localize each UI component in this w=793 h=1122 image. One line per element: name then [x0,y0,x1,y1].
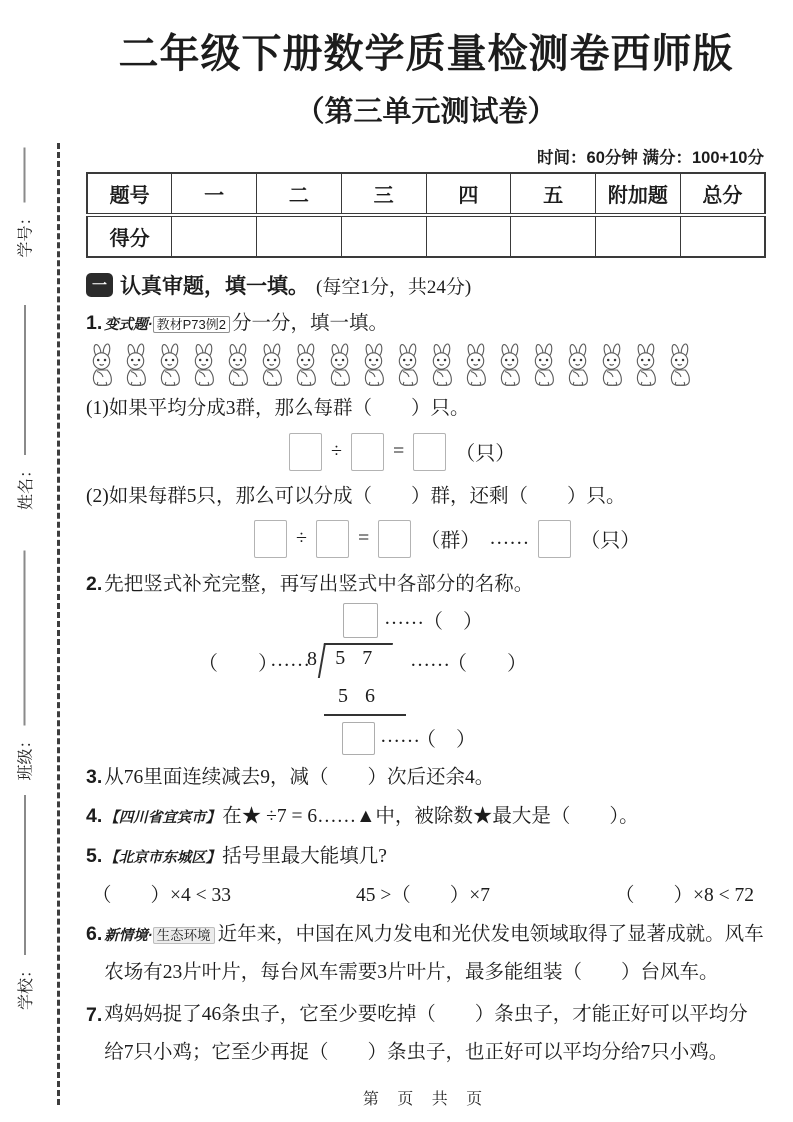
q5-region-tag: 【北京市东城区】 [104,849,221,866]
q6-number: 6. [86,922,103,945]
sidebar-field-class [13,551,36,781]
seal-dashed-line [57,143,60,1105]
division-bracket [318,643,393,678]
q7-prompt: 鸡妈妈捉了46条虫子，它至少要吃掉（ ）条虫子，才能正好可以平均分给7只小鸡；它至少再捉（ ）条虫子，也正好可以平均分给7只小鸡。 [104,1003,748,1063]
rabbit-icon [664,343,697,387]
sidebar-field-student-id [13,148,36,258]
q5-expression-1: （ ）×4 < 33 [92,884,231,906]
score-table [86,172,766,258]
left-dots: …… [270,649,310,671]
answer-box [538,520,571,558]
question-2 [86,570,766,599]
question-1 [86,309,766,338]
answer-box [378,520,411,558]
score-table-header-cell: 二 [257,173,342,215]
q1-text [104,309,766,338]
q6-topic-tag-bold: 新情境 [104,927,148,944]
rabbit-icon [324,343,357,387]
score-table-header-cell: 三 [341,173,426,215]
unit-label: （只） [455,443,516,465]
q6-text [104,916,766,992]
rabbit-icon [188,343,221,387]
score-table-header-cell: 四 [426,173,511,215]
page-footer: 第 页 共 页 [362,1091,490,1108]
rabbit-icon [86,343,119,387]
q1-equation-2 [254,520,766,558]
score-cell [172,215,257,257]
dividend-name-blank: （ ） [447,653,527,675]
subtraction-line [324,714,406,716]
bottom-dots: …… [380,725,420,747]
answer-box [413,433,446,471]
quotient-name-blank: （ ） [423,611,483,633]
rabbit-icon [256,343,289,387]
answer-box [316,520,349,558]
q6-prompt: 近年来，中国在风力发电和光伏发电领域取得了显著成就。风车农场有23片叶片，每台风车需要3片叶片，最多能组装（ ）台风车。 [104,923,764,983]
equals-sign: = [357,527,370,550]
unit-label: （只） [580,530,641,553]
sidebar-field-school [13,795,36,1010]
q4-region-tag: 【四川省宜宾市】 [104,810,221,827]
rabbit-icon [358,343,391,387]
q4-prompt: 在★ ÷7 = 6……▲中，被除数★最大是（ ）。 [222,806,639,828]
q1-variant-tag: 变式题 [104,317,148,333]
quotient-box [343,603,378,638]
score-table-header-cell: 附加题 [596,173,681,215]
q7-number: 7. [86,1003,103,1026]
question-6 [86,915,766,992]
remainder-name-blank: （ ） [416,729,476,751]
sidebar-field-blank-line [24,305,26,455]
section-one-icon: 一 [86,273,113,297]
score-cell [257,215,342,257]
score-table-header-cell: 五 [511,173,596,215]
sidebar-field-label: 学校： [18,961,35,1010]
paper-content [86,0,766,1072]
q5-expression-2: 45 >（ ）×7 [355,884,491,906]
answer-box [289,433,322,471]
score-table-header-cell: 一 [172,173,257,215]
score-row-label: 得分 [87,215,172,257]
rabbit-icon [426,343,459,387]
question-4 [86,802,766,831]
section-one-header [86,270,766,300]
q5-number: 5. [86,844,103,867]
score-table-score-row [87,215,765,257]
rabbit-icon [630,343,663,387]
answer-box [254,520,287,558]
rabbit-icon [120,343,153,387]
q5-prompt: 括号里最大能填几? [222,845,387,867]
rabbit-icon [154,343,187,387]
long-division-diagram [86,603,766,755]
q1-part2 [86,482,766,511]
rabbit-icon [392,343,425,387]
section-one-note: (每空1分，共24分) [316,276,472,298]
rabbit-icon [222,343,255,387]
sidebar-field-name [13,305,36,510]
exam-info: 时间：60分钟 满分：100+10分 [537,149,764,167]
score-cell [511,215,596,257]
question-7 [86,996,766,1072]
q2-prompt: 先把竖式补充完整，再写出竖式中各部分的名称。 [104,573,534,595]
divide-sign: ÷ [331,440,342,462]
question-5 [86,842,766,871]
remainder-box [342,722,375,755]
score-cell [680,215,765,257]
q4-text [104,802,766,831]
q3-prompt: 从76里面连续减去9，减（ ）次后还余4。 [104,767,495,788]
sidebar-field-blank-line [23,551,25,726]
page-title: 二年级下册数学质量检测卷西师版 [118,32,734,76]
sidebar-field-blank-line [23,148,25,203]
answer-box [351,433,384,471]
rabbit-icon [528,343,561,387]
right-dots: …… [410,649,450,671]
q1-tag-separator: · [147,317,153,333]
score-cell [426,215,511,257]
q5-text [104,842,766,871]
sidebar-field-label: 班级： [17,732,35,781]
dividend-digits: 5 7 [335,647,373,669]
divisor-digit: 8 [307,648,317,670]
sidebar-field-blank-line [24,795,26,955]
q1-part1 [86,394,766,423]
rabbit-icon [460,343,493,387]
q5-expression-3: （ ）×8 < 72 [615,884,754,906]
rabbit-icon [494,343,527,387]
rabbit-icon [562,343,595,387]
remainder-dots: …… [489,527,530,550]
section-one-title: 认真审题，填一填。 [120,275,309,298]
q1-number: 1. [86,312,103,334]
score-table-header-cell: 总分 [680,173,765,215]
q1-textbook-ref-box: 教材P73例2 [153,316,230,333]
q1-part1-text: (1)如果平均分成3群，那么每群（ ）只。 [86,398,470,420]
score-cell [341,215,426,257]
q2-number: 2. [86,572,103,595]
divide-sign: ÷ [296,527,307,550]
rabbit-row [86,343,766,387]
q1-part2-text: (2)如果每群5只，那么可以分成（ ）群，还剩（ ）只。 [86,485,626,507]
q6-tag-separator: · [147,927,153,944]
q3-number: 3. [86,766,103,788]
product-digits: 5 6 [338,685,375,707]
q1-equation-1 [289,433,766,471]
divisor-name-blank: （ ） [198,653,278,675]
page-subtitle: （第三单元测试卷） [295,96,557,128]
sidebar-field-label: 姓名： [18,461,35,510]
quotient-dots: …… [384,607,424,629]
question-3 [86,763,766,792]
rabbit-icon [596,343,629,387]
score-table-header-cell: 题号 [87,173,172,215]
score-table-header-row [87,173,765,215]
q5-expressions [86,879,766,907]
sidebar-field-label: 学号： [17,209,35,258]
q6-topic-tag-box: 生态环境 [153,927,215,944]
rabbit-icon [290,343,323,387]
q1-prompt: 分一分，填一填。 [231,313,388,334]
score-cell [596,215,681,257]
equals-sign: = [392,440,405,462]
q4-number: 4. [86,805,103,828]
unit-label: （群） [420,530,481,553]
